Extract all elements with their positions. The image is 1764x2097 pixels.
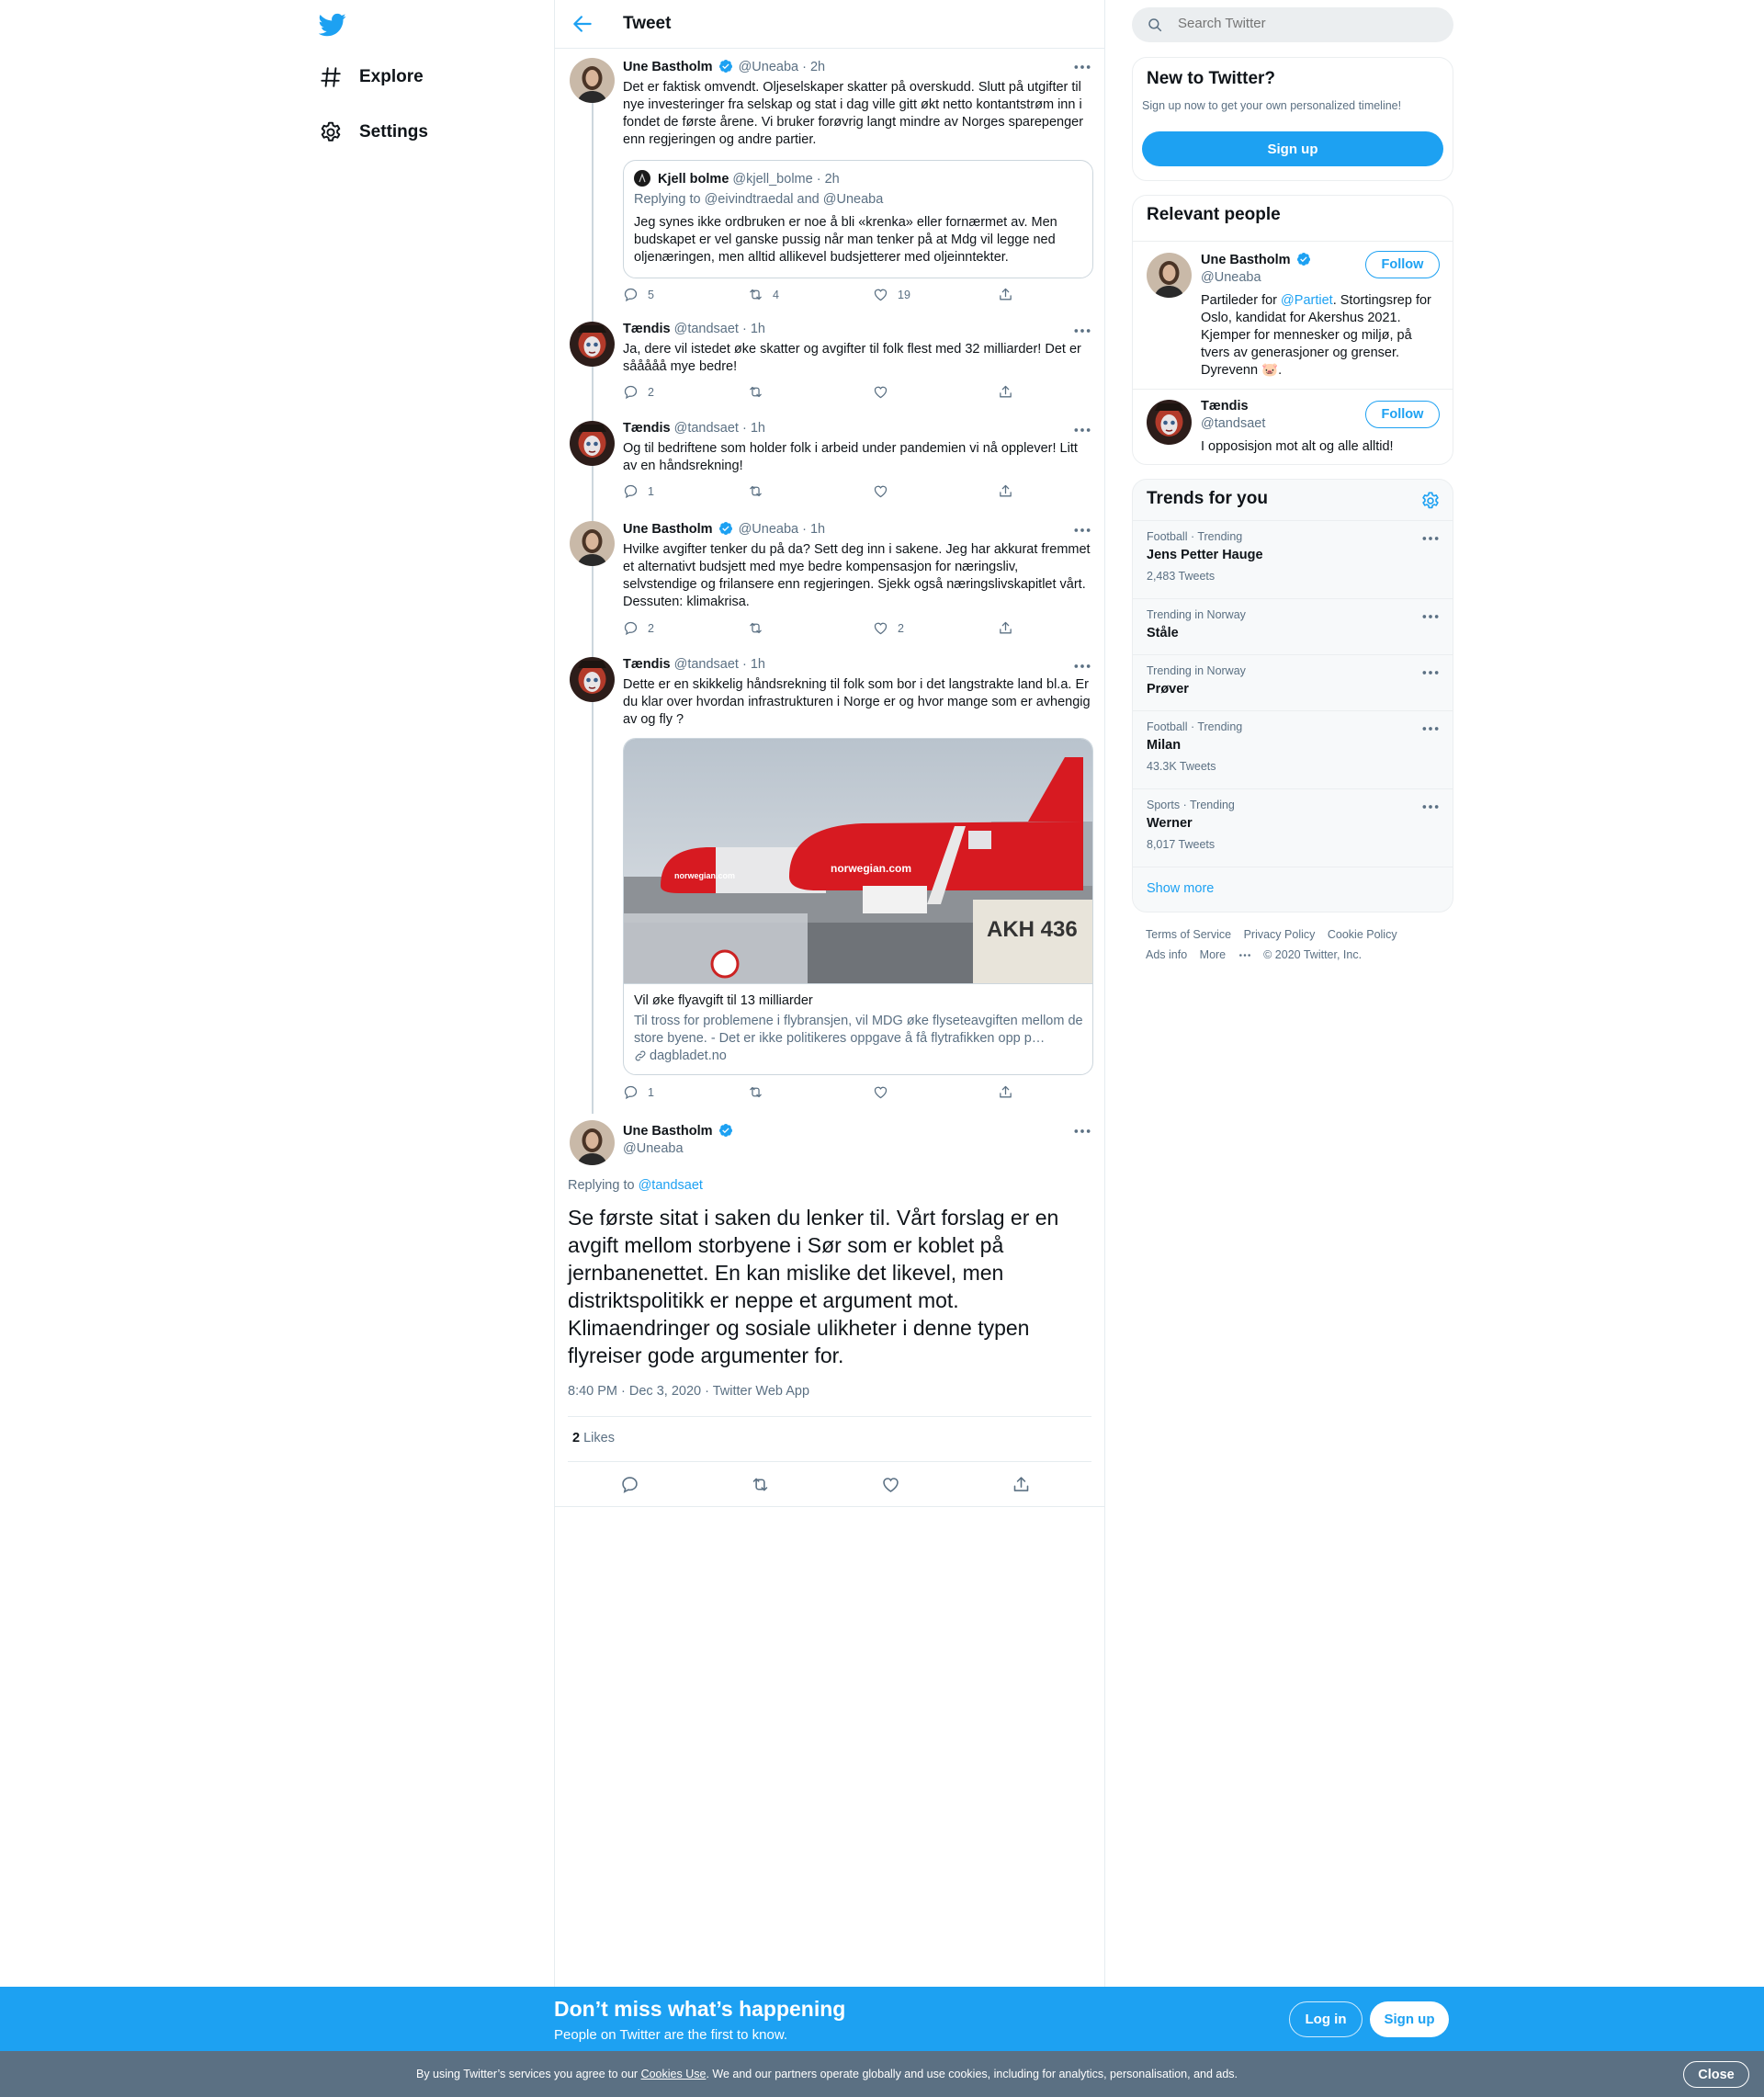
reply-button[interactable] bbox=[623, 384, 654, 400]
cookie-text bbox=[416, 2068, 1238, 2080]
tweet-stats bbox=[568, 1416, 1091, 1462]
tweet-header bbox=[623, 59, 825, 74]
author-handle[interactable]: @Uneaba bbox=[623, 1141, 684, 1156]
quote-author-name: Kjell bolme bbox=[658, 172, 729, 187]
author-name[interactable]: Tændis bbox=[623, 421, 671, 436]
verified-badge-icon bbox=[718, 59, 733, 74]
plane-livery-text: norwegian.com bbox=[831, 862, 912, 875]
reply-count: 2 bbox=[648, 385, 654, 399]
banner-title: Don’t miss what’s happening bbox=[554, 1997, 846, 2021]
panel-title: New to Twitter? bbox=[1147, 69, 1276, 88]
reply-button[interactable] bbox=[623, 483, 654, 499]
tweet-header bbox=[623, 421, 765, 436]
retweet-icon bbox=[748, 1084, 763, 1100]
share-icon bbox=[998, 483, 1013, 499]
main-tweet-author[interactable] bbox=[623, 1123, 735, 1139]
tweet-actions bbox=[623, 483, 1027, 502]
reply-button[interactable] bbox=[623, 287, 654, 302]
signup-banner bbox=[0, 1987, 1764, 2051]
quote-replying-to: Replying to @eivindtraedal and @Uneaba bbox=[634, 192, 884, 207]
retweet-button[interactable] bbox=[748, 287, 779, 302]
trend-title: Prøver bbox=[1147, 682, 1189, 697]
like-count: 19 bbox=[898, 288, 910, 301]
main-tweet-actions bbox=[568, 1462, 1091, 1507]
like-button[interactable] bbox=[873, 384, 888, 400]
gear-icon[interactable] bbox=[1420, 491, 1441, 511]
trend-count: 8,017 Tweets bbox=[1147, 838, 1216, 851]
cookie-text-post: . We and our partners operate globally and use cookies, including for analytics, personalisation, and ads. bbox=[706, 2068, 1238, 2080]
search-icon bbox=[1147, 17, 1163, 33]
verified-badge-icon bbox=[718, 521, 733, 536]
person-name: Une Bastholm bbox=[1201, 253, 1291, 267]
vehicle-plate-text: AKH 436 bbox=[987, 917, 1078, 942]
thread-tweet[interactable] bbox=[555, 646, 1104, 1110]
trends-panel bbox=[1132, 479, 1453, 912]
nav-settings-label: Settings bbox=[359, 122, 428, 142]
share-button[interactable] bbox=[998, 483, 1013, 499]
more-options-icon[interactable] bbox=[1073, 426, 1091, 434]
quote-header bbox=[634, 170, 840, 187]
share-button[interactable] bbox=[998, 384, 1013, 400]
like-count: 2 bbox=[898, 621, 904, 635]
link-card-domain bbox=[634, 1048, 727, 1063]
more-options-icon[interactable] bbox=[1073, 527, 1091, 534]
trend-category: Football · Trending bbox=[1147, 720, 1243, 733]
like-icon bbox=[873, 620, 888, 636]
reply-count: 1 bbox=[648, 1085, 654, 1099]
tweet-actions bbox=[623, 287, 1027, 305]
gear-icon bbox=[319, 120, 343, 144]
tweet-text: Og til bedriftene som holder folk i arbeid under pandemien vi nå opplever! Litt av en håndsrekning! bbox=[623, 441, 1078, 473]
thread-tweet[interactable] bbox=[555, 49, 1104, 311]
tweet-actions bbox=[623, 1084, 1027, 1103]
retweet-icon bbox=[748, 620, 763, 636]
share-icon[interactable] bbox=[1012, 1475, 1031, 1494]
trend-category: Trending in Norway bbox=[1147, 608, 1246, 621]
page-title: Tweet bbox=[623, 14, 672, 33]
reply-icon bbox=[623, 384, 639, 400]
cookie-policy-link[interactable]: Cookie Policy bbox=[1327, 928, 1397, 941]
cookies-use-link[interactable]: Cookies Use bbox=[640, 2068, 707, 2080]
reply-count: 5 bbox=[648, 288, 654, 301]
back-arrow-icon[interactable] bbox=[571, 12, 594, 36]
avatar[interactable] bbox=[1147, 400, 1192, 445]
trend-count: 43.3K Tweets bbox=[1147, 760, 1216, 773]
author-name[interactable]: Une Bastholm bbox=[623, 60, 713, 74]
cookie-text-pre: By using Twitter’s services you agree to our bbox=[416, 2068, 641, 2080]
like-icon bbox=[873, 1084, 888, 1100]
reply-count: 1 bbox=[648, 484, 654, 498]
link-card-title: Vil øke flyavgift til 13 milliarder bbox=[634, 993, 813, 1008]
retweet-icon bbox=[748, 287, 763, 302]
share-icon bbox=[998, 287, 1013, 302]
more-options-icon[interactable] bbox=[1073, 327, 1091, 334]
tweet-column bbox=[554, 0, 1105, 1987]
main-tweet-text: Se første sitat i saken du lenker til. Vårt forslag er en avgift mellom storbyene i Sør som er koblet på jernbanenettet. En kan mislike det likevel, men distriktspolitikk er neppe et argument mot. Klimaendringer og sosiale ulikheter i denne typen flyreiser gode argumenter for. bbox=[568, 1206, 1059, 1367]
trend-item[interactable] bbox=[1133, 520, 1453, 598]
tweet-actions bbox=[623, 620, 1027, 639]
like-button[interactable] bbox=[873, 483, 888, 499]
cookie-banner bbox=[0, 2051, 1764, 2097]
more-options-icon[interactable] bbox=[1421, 725, 1440, 732]
trend-category: Sports · Trending bbox=[1147, 799, 1235, 811]
thread-tweet[interactable] bbox=[555, 311, 1104, 410]
avatar[interactable] bbox=[570, 58, 615, 103]
quote-text: Jeg synes ikke ordbruken er noe å bli «krenka» eller fornærmet av. Men budskapet er vel ganske pussig når man tenker på at Mdg vil legge ned oljenæringen, men alltid allikevel budsjetterer med oljeinntekter. bbox=[634, 215, 1057, 265]
trend-title: Ståle bbox=[1147, 626, 1179, 640]
person-bio-link[interactable]: @Partiet bbox=[1281, 293, 1333, 308]
like-icon bbox=[873, 483, 888, 499]
author-name: Une Bastholm bbox=[623, 1124, 713, 1139]
footer-links bbox=[1146, 924, 1440, 965]
follow-button[interactable]: Follow bbox=[1365, 401, 1440, 428]
replying-to-label: Replying to bbox=[568, 1178, 635, 1193]
link-card-description: Til tross for problemene i flybransjen, vil MDG øke flyseteavgiften mellom de store byene. - Det er ikke politikeres oppgave å få flytrafikken opp p… bbox=[634, 1014, 1083, 1046]
quote-author-handle: @kjell_bolme · 2h bbox=[732, 172, 840, 187]
panel-title: Trends for you bbox=[1147, 489, 1268, 508]
author-handle-time: @Uneaba · 1h bbox=[738, 522, 826, 537]
trend-item[interactable] bbox=[1133, 598, 1453, 654]
sign-up-button[interactable]: Sign up bbox=[1370, 2001, 1449, 2037]
person-card[interactable] bbox=[1133, 241, 1453, 389]
reply-icon bbox=[623, 287, 639, 302]
avatar[interactable] bbox=[570, 1120, 615, 1165]
reply-button[interactable] bbox=[623, 620, 654, 636]
trend-title: Milan bbox=[1147, 738, 1182, 753]
like-button[interactable] bbox=[873, 287, 910, 302]
reply-icon bbox=[623, 1084, 639, 1100]
share-button[interactable] bbox=[998, 1084, 1013, 1100]
like-icon bbox=[873, 287, 888, 302]
retweet-icon bbox=[748, 483, 763, 499]
retweet-button[interactable] bbox=[748, 1084, 763, 1100]
link-card[interactable] bbox=[623, 738, 1093, 1075]
trend-category: Football · Trending bbox=[1147, 530, 1243, 543]
person-bio bbox=[1201, 292, 1442, 380]
tweet-text: Dette er en skikkelig håndsrekning til folk som bor i det langstrakte land bl.a. Er du klar over hvordan infrastrukturen i Norge er og hvor mange som er avhengig av og fly ? bbox=[623, 677, 1091, 727]
nav-explore-label: Explore bbox=[359, 67, 424, 86]
retweet-icon[interactable] bbox=[751, 1475, 770, 1494]
reply-icon bbox=[623, 620, 639, 636]
link-icon bbox=[634, 1049, 647, 1062]
show-more-row[interactable] bbox=[1133, 867, 1453, 912]
more-link[interactable] bbox=[1200, 948, 1251, 961]
copyright: © 2020 Twitter, Inc. bbox=[1263, 948, 1363, 961]
replying-to-link[interactable]: @tandsaet bbox=[638, 1178, 703, 1193]
new-to-twitter-panel bbox=[1132, 57, 1453, 181]
thread-tweet[interactable] bbox=[555, 510, 1104, 646]
more-options-icon[interactable] bbox=[1421, 535, 1440, 542]
tweet-header bbox=[623, 322, 765, 336]
author-name[interactable]: Tændis bbox=[623, 322, 671, 336]
person-bio-post: . Stortingsrep for Oslo, kandidat for Akershus 2021. Kjemper for mennesker og miljø, på tvers av generasjoner og grenser. Dyrevenn 🐷. bbox=[1201, 293, 1431, 378]
twitter-logo-icon[interactable] bbox=[319, 11, 346, 39]
log-in-button[interactable]: Log in bbox=[1289, 2001, 1363, 2037]
tweet-header bbox=[623, 657, 765, 672]
share-icon bbox=[998, 1084, 1013, 1100]
search-input[interactable] bbox=[1178, 16, 1435, 31]
tweet-text: Ja, dere vil istedet øke skatter og avgifter til folk flest med 32 milliarder! Det er sååååå mye bedre! bbox=[623, 342, 1081, 374]
like-button[interactable] bbox=[873, 620, 904, 636]
more-options-icon[interactable] bbox=[1421, 613, 1440, 620]
author-handle-time: @tandsaet · 1h bbox=[673, 657, 765, 672]
tweet-text: Hvilke avgifter tenker du på da? Sett deg inn i sakene. Jeg har akkurat fremmet et alternativt budsjett med mye bedre kompensasjon for næringsliv, selvstendige og frilansere enn regjeringen. Sjekk også næringslivskapitlet vårt. Dessuten: klimakrisa. bbox=[623, 542, 1091, 609]
trend-item[interactable] bbox=[1133, 710, 1453, 788]
retweet-button[interactable] bbox=[748, 483, 763, 499]
trend-count: 2,483 Tweets bbox=[1147, 570, 1216, 583]
reply-button[interactable] bbox=[623, 1084, 654, 1100]
person-name: Tændis bbox=[1201, 399, 1249, 414]
ads-info-link[interactable]: Ads info bbox=[1146, 948, 1188, 961]
retweet-icon bbox=[748, 384, 763, 400]
avatar[interactable] bbox=[570, 421, 615, 466]
link-card-image bbox=[624, 739, 1092, 983]
person-card[interactable] bbox=[1133, 389, 1453, 465]
privacy-link[interactable]: Privacy Policy bbox=[1243, 928, 1316, 941]
share-button[interactable] bbox=[998, 620, 1013, 636]
banner-subtitle: People on Twitter are the first to know. bbox=[554, 2027, 788, 2043]
person-bio: I opposisjon mot alt og alle alltid! bbox=[1201, 439, 1394, 454]
retweet-button[interactable] bbox=[748, 384, 763, 400]
terms-link[interactable]: Terms of Service bbox=[1146, 928, 1232, 941]
panel-title: Relevant people bbox=[1147, 205, 1281, 224]
share-icon bbox=[998, 384, 1013, 400]
retweet-button[interactable] bbox=[748, 620, 763, 636]
more-options-icon[interactable] bbox=[1073, 1128, 1091, 1135]
trend-item[interactable] bbox=[1133, 654, 1453, 710]
reply-icon bbox=[623, 483, 639, 499]
show-more-link[interactable]: Show more bbox=[1147, 881, 1215, 896]
likes-count: 2 bbox=[572, 1431, 581, 1445]
more-link-label: More bbox=[1199, 948, 1227, 961]
like-icon bbox=[873, 384, 888, 400]
author-handle-time: @Uneaba · 2h bbox=[738, 60, 826, 74]
author-name[interactable]: Tændis bbox=[623, 657, 671, 672]
close-button[interactable]: Close bbox=[1683, 2061, 1749, 2088]
likes-label: Likes bbox=[583, 1431, 615, 1445]
share-button[interactable] bbox=[998, 287, 1013, 302]
main-tweet bbox=[555, 1110, 1104, 1507]
trend-item[interactable] bbox=[1133, 788, 1453, 867]
trend-title: Jens Petter Hauge bbox=[1147, 548, 1263, 562]
avatar[interactable] bbox=[1147, 253, 1192, 298]
column-header bbox=[555, 0, 1104, 49]
hashtag-icon bbox=[319, 65, 343, 89]
tweet-header bbox=[623, 521, 825, 537]
likes-stat[interactable] bbox=[572, 1431, 615, 1445]
more-dots-icon bbox=[1238, 953, 1251, 958]
trend-title: Werner bbox=[1147, 816, 1193, 831]
avatar[interactable] bbox=[570, 322, 615, 367]
nav-settings[interactable] bbox=[319, 114, 428, 151]
person-handle: @tandsaet bbox=[1201, 416, 1266, 431]
tweet-text: Det er faktisk omvendt. Oljeselskaper skatter på overskudd. Slutt på utgifter til nye investeringer fra selskap og stat i dag ville gitt økt netto kontantstrøm inn i fondet de første årene. Vi bruker forøvrig langt mindre av Norges sparepenger enn regjeringen og andre partier. bbox=[623, 80, 1084, 147]
retweet-count: 4 bbox=[773, 288, 779, 301]
share-icon bbox=[998, 620, 1013, 636]
like-button[interactable] bbox=[873, 1084, 888, 1100]
avatar bbox=[634, 170, 650, 187]
tweet-actions bbox=[623, 384, 1027, 402]
avatar[interactable] bbox=[570, 521, 615, 566]
panel-subtitle: Sign up now to get your own personalized timeline! bbox=[1142, 99, 1402, 112]
search-bar[interactable] bbox=[1132, 7, 1453, 42]
relevant-people-panel bbox=[1132, 195, 1453, 465]
more-options-icon[interactable] bbox=[1073, 663, 1091, 670]
more-options-icon[interactable] bbox=[1421, 803, 1440, 810]
avatar[interactable] bbox=[570, 657, 615, 702]
like-icon[interactable] bbox=[881, 1475, 900, 1494]
verified-badge-icon bbox=[718, 1123, 733, 1138]
replying-to bbox=[568, 1178, 703, 1193]
reply-icon[interactable] bbox=[620, 1475, 639, 1494]
verified-badge-icon bbox=[1296, 252, 1311, 266]
author-handle-time: @tandsaet · 1h bbox=[673, 322, 765, 336]
follow-button[interactable]: Follow bbox=[1365, 251, 1440, 278]
author-name[interactable]: Une Bastholm bbox=[623, 522, 713, 537]
tweet-timestamp[interactable]: 8:40 PM · Dec 3, 2020 · Twitter Web App bbox=[568, 1384, 810, 1399]
quoted-tweet[interactable] bbox=[623, 160, 1093, 278]
person-name-row bbox=[1201, 252, 1313, 267]
plane-livery-text: norwegian.com bbox=[674, 871, 736, 880]
more-options-icon[interactable] bbox=[1421, 669, 1440, 676]
trend-category: Trending in Norway bbox=[1147, 664, 1246, 677]
more-options-icon[interactable] bbox=[1073, 63, 1091, 71]
person-bio-pre: Partileder for bbox=[1201, 293, 1282, 308]
link-card-domain-text: dagbladet.no bbox=[650, 1048, 727, 1063]
sign-up-button[interactable]: Sign up bbox=[1142, 131, 1443, 166]
person-handle: @Uneaba bbox=[1201, 270, 1261, 285]
author-handle-time: @tandsaet · 1h bbox=[673, 421, 765, 436]
thread-tweet[interactable] bbox=[555, 410, 1104, 510]
nav-explore[interactable] bbox=[319, 59, 424, 96]
reply-count: 2 bbox=[648, 621, 654, 635]
